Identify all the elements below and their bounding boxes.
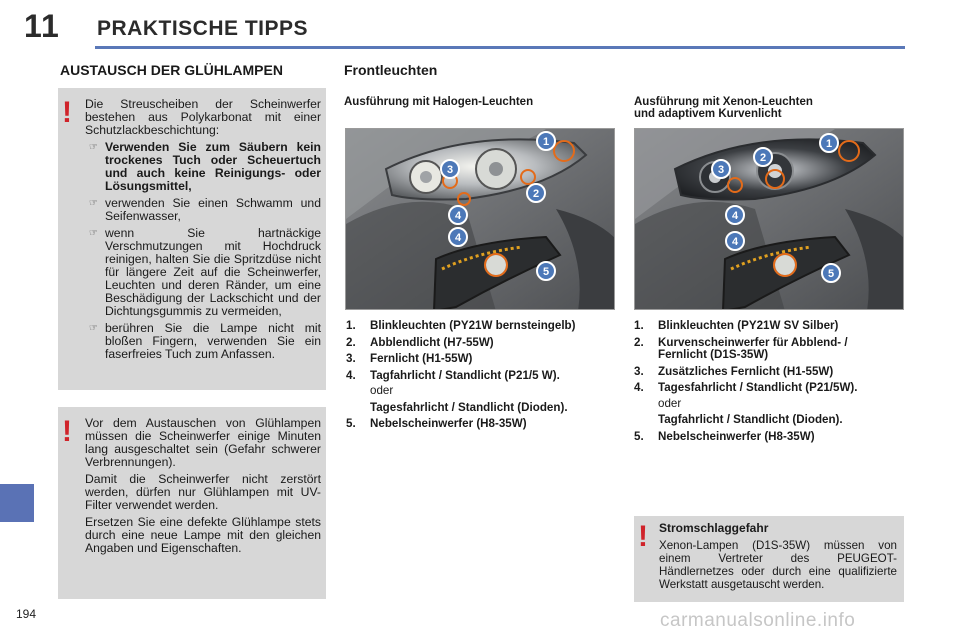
callout-badge-4-lower [726, 232, 744, 250]
list-item: 3. Fernlicht (H1-55W) [346, 352, 473, 365]
svg-text:4: 4 [454, 232, 462, 244]
callout-badge-1 [820, 134, 838, 152]
callout-badge-2 [527, 184, 545, 202]
xenon-heading-line: Ausführung mit Xenon-Leuchten [634, 96, 813, 108]
svg-text:3: 3 [446, 164, 454, 176]
svg-text:4: 4 [731, 210, 739, 222]
halogen-legend [346, 320, 608, 435]
hand-pointer-icon: ☞ [89, 323, 98, 334]
list-item: 1. Blinkleuchten (PY21W bernsteingelb) [346, 319, 576, 332]
header-rule [95, 46, 905, 49]
list-item: 2. Kurvenscheinwerfer für Abblend- / Fernlicht (D1S-35W) [634, 335, 848, 361]
list-item: 2. Abblendlicht (H7-55W) [346, 335, 494, 349]
svg-text:2: 2 [532, 188, 540, 200]
halogen-heading: Ausführung mit Halogen-Leuchten [344, 96, 534, 108]
svg-text:1: 1 [542, 136, 550, 148]
xenon-headlamp-photo [634, 128, 904, 310]
subsection-title: Frontleuchten [344, 62, 438, 78]
warning-box-burns [58, 407, 326, 599]
warning-paragraph: Damit die Scheinwerfer nicht zerstört werden, dürfen nur Glühlampen mit UV-Filter verwendet werden. [85, 472, 321, 512]
svg-text:5: 5 [827, 268, 835, 280]
callout-badge-5 [537, 262, 555, 280]
list-item: 5. Nebelscheinwerfer (H8-35W) [346, 417, 527, 430]
list-item: 1. Blinkleuchten (PY21W SV Silber) [634, 319, 839, 332]
warning-exclamation-icon: ! [638, 520, 648, 553]
xenon-headlamp-illustration [635, 129, 904, 310]
callout-badge-2 [754, 148, 772, 166]
warning-paragraph: Ersetzen Sie eine defekte Glühlampe stets durch eine neue Lampe mit den gleichen Angaben und Eigenschaften. [85, 515, 321, 555]
bullet-text: berühren Sie die Lampe nicht mit bloßen Fingern, verwenden Sie ein faserfreies Tuch zum Anfassen. [105, 321, 321, 361]
svg-text:4: 4 [731, 236, 739, 248]
list-item [85, 322, 321, 361]
callout-badge-1 [537, 132, 555, 150]
list-item: 4. Tagesfahrlicht / Standlicht (P21/5W). oder Tagfahrlicht / Standlicht (Dioden). [634, 381, 858, 426]
bullet-text: wenn Sie hartnäckige Verschmutzungen mit Hochdruck reinigen, halten Sie die Spritzdüse nicht für längere Zeit auf die Scheinwerfer, Leuchten und deren Ränder, um eine Beschädigung der Lackschicht und der Dichtungsgummis zu vermeiden, [105, 226, 321, 318]
svg-text:3: 3 [717, 164, 725, 176]
warning-box-electric-shock [634, 516, 904, 602]
hand-pointer-icon: ☞ [89, 142, 98, 153]
svg-text:1: 1 [825, 138, 833, 150]
shock-warning-title: Stromschlaggefahr [659, 521, 769, 535]
svg-text:5: 5 [542, 266, 550, 278]
callout-badge-4 [449, 206, 467, 224]
watermark: carmanualsonline.info [660, 610, 856, 631]
bullet-text: verwenden Sie einen Schwamm und Seifenwasser, [105, 196, 321, 223]
page-number: 194 [16, 607, 37, 621]
list-item [85, 141, 321, 193]
halogen-headlamp-photo [345, 128, 615, 310]
callout-badge-5 [822, 264, 840, 282]
svg-text:4: 4 [454, 210, 462, 222]
callout-badge-4 [726, 206, 744, 224]
warning-box-cleaning [58, 88, 326, 390]
halogen-headlamp-illustration [346, 129, 615, 310]
callout-badge-3 [712, 160, 730, 178]
callout-badge-3 [441, 160, 459, 178]
xenon-heading [634, 96, 904, 120]
warning-exclamation-icon: ! [62, 415, 72, 448]
hand-pointer-icon: ☞ [89, 228, 98, 239]
list-item [85, 227, 321, 318]
chapter-number: 11 [24, 8, 60, 44]
shock-warning-text: Xenon-Lampen (D1S-35W) müssen von einem Vertreter des PEUGEOT-Händlernetzes oder durch eine qualifizierte Werkstatt ausgetauscht werden. [659, 539, 897, 591]
warning-intro: Die Streuscheiben der Scheinwerfer bestehen aus Polykarbonat mit einer Schutzlackbeschichtung: [85, 97, 321, 137]
warning-paragraph: Vor dem Austauschen von Glühlampen müssen die Scheinwerfer einige Minuten lang ausgeschaltet sein (Gefahr schwerer Verbrennungen). [85, 416, 321, 469]
list-item: 4. Tagfahrlicht / Standlicht (P21/5 W). oder Tagesfahrlicht / Standlicht (Dioden). [346, 368, 568, 414]
bullet-text: Verwenden Sie zum Säubern kein trockenes Tuch oder Scheuertuch und auch keine Reinigungs- oder Lösungsmittel, [105, 140, 321, 193]
chapter-side-tab [0, 484, 34, 522]
list-item: 3. Zusätzliches Fernlicht (H1-55W) [634, 364, 834, 378]
chapter-title: PRAKTISCHE TIPPS [97, 17, 309, 40]
callout-badge-4-lower [449, 228, 467, 246]
list-item [85, 197, 321, 223]
svg-text:2: 2 [759, 152, 767, 164]
xenon-legend [634, 320, 896, 447]
list-item: 5. Nebelscheinwerfer (H8-35W) [634, 429, 815, 443]
hand-pointer-icon: ☞ [89, 198, 98, 209]
section-title: AUSTAUSCH DER GLÜHLAMPEN [60, 62, 283, 78]
xenon-heading-line: und adaptivem Kurvenlicht [634, 108, 782, 120]
warning-exclamation-icon: ! [62, 96, 72, 129]
